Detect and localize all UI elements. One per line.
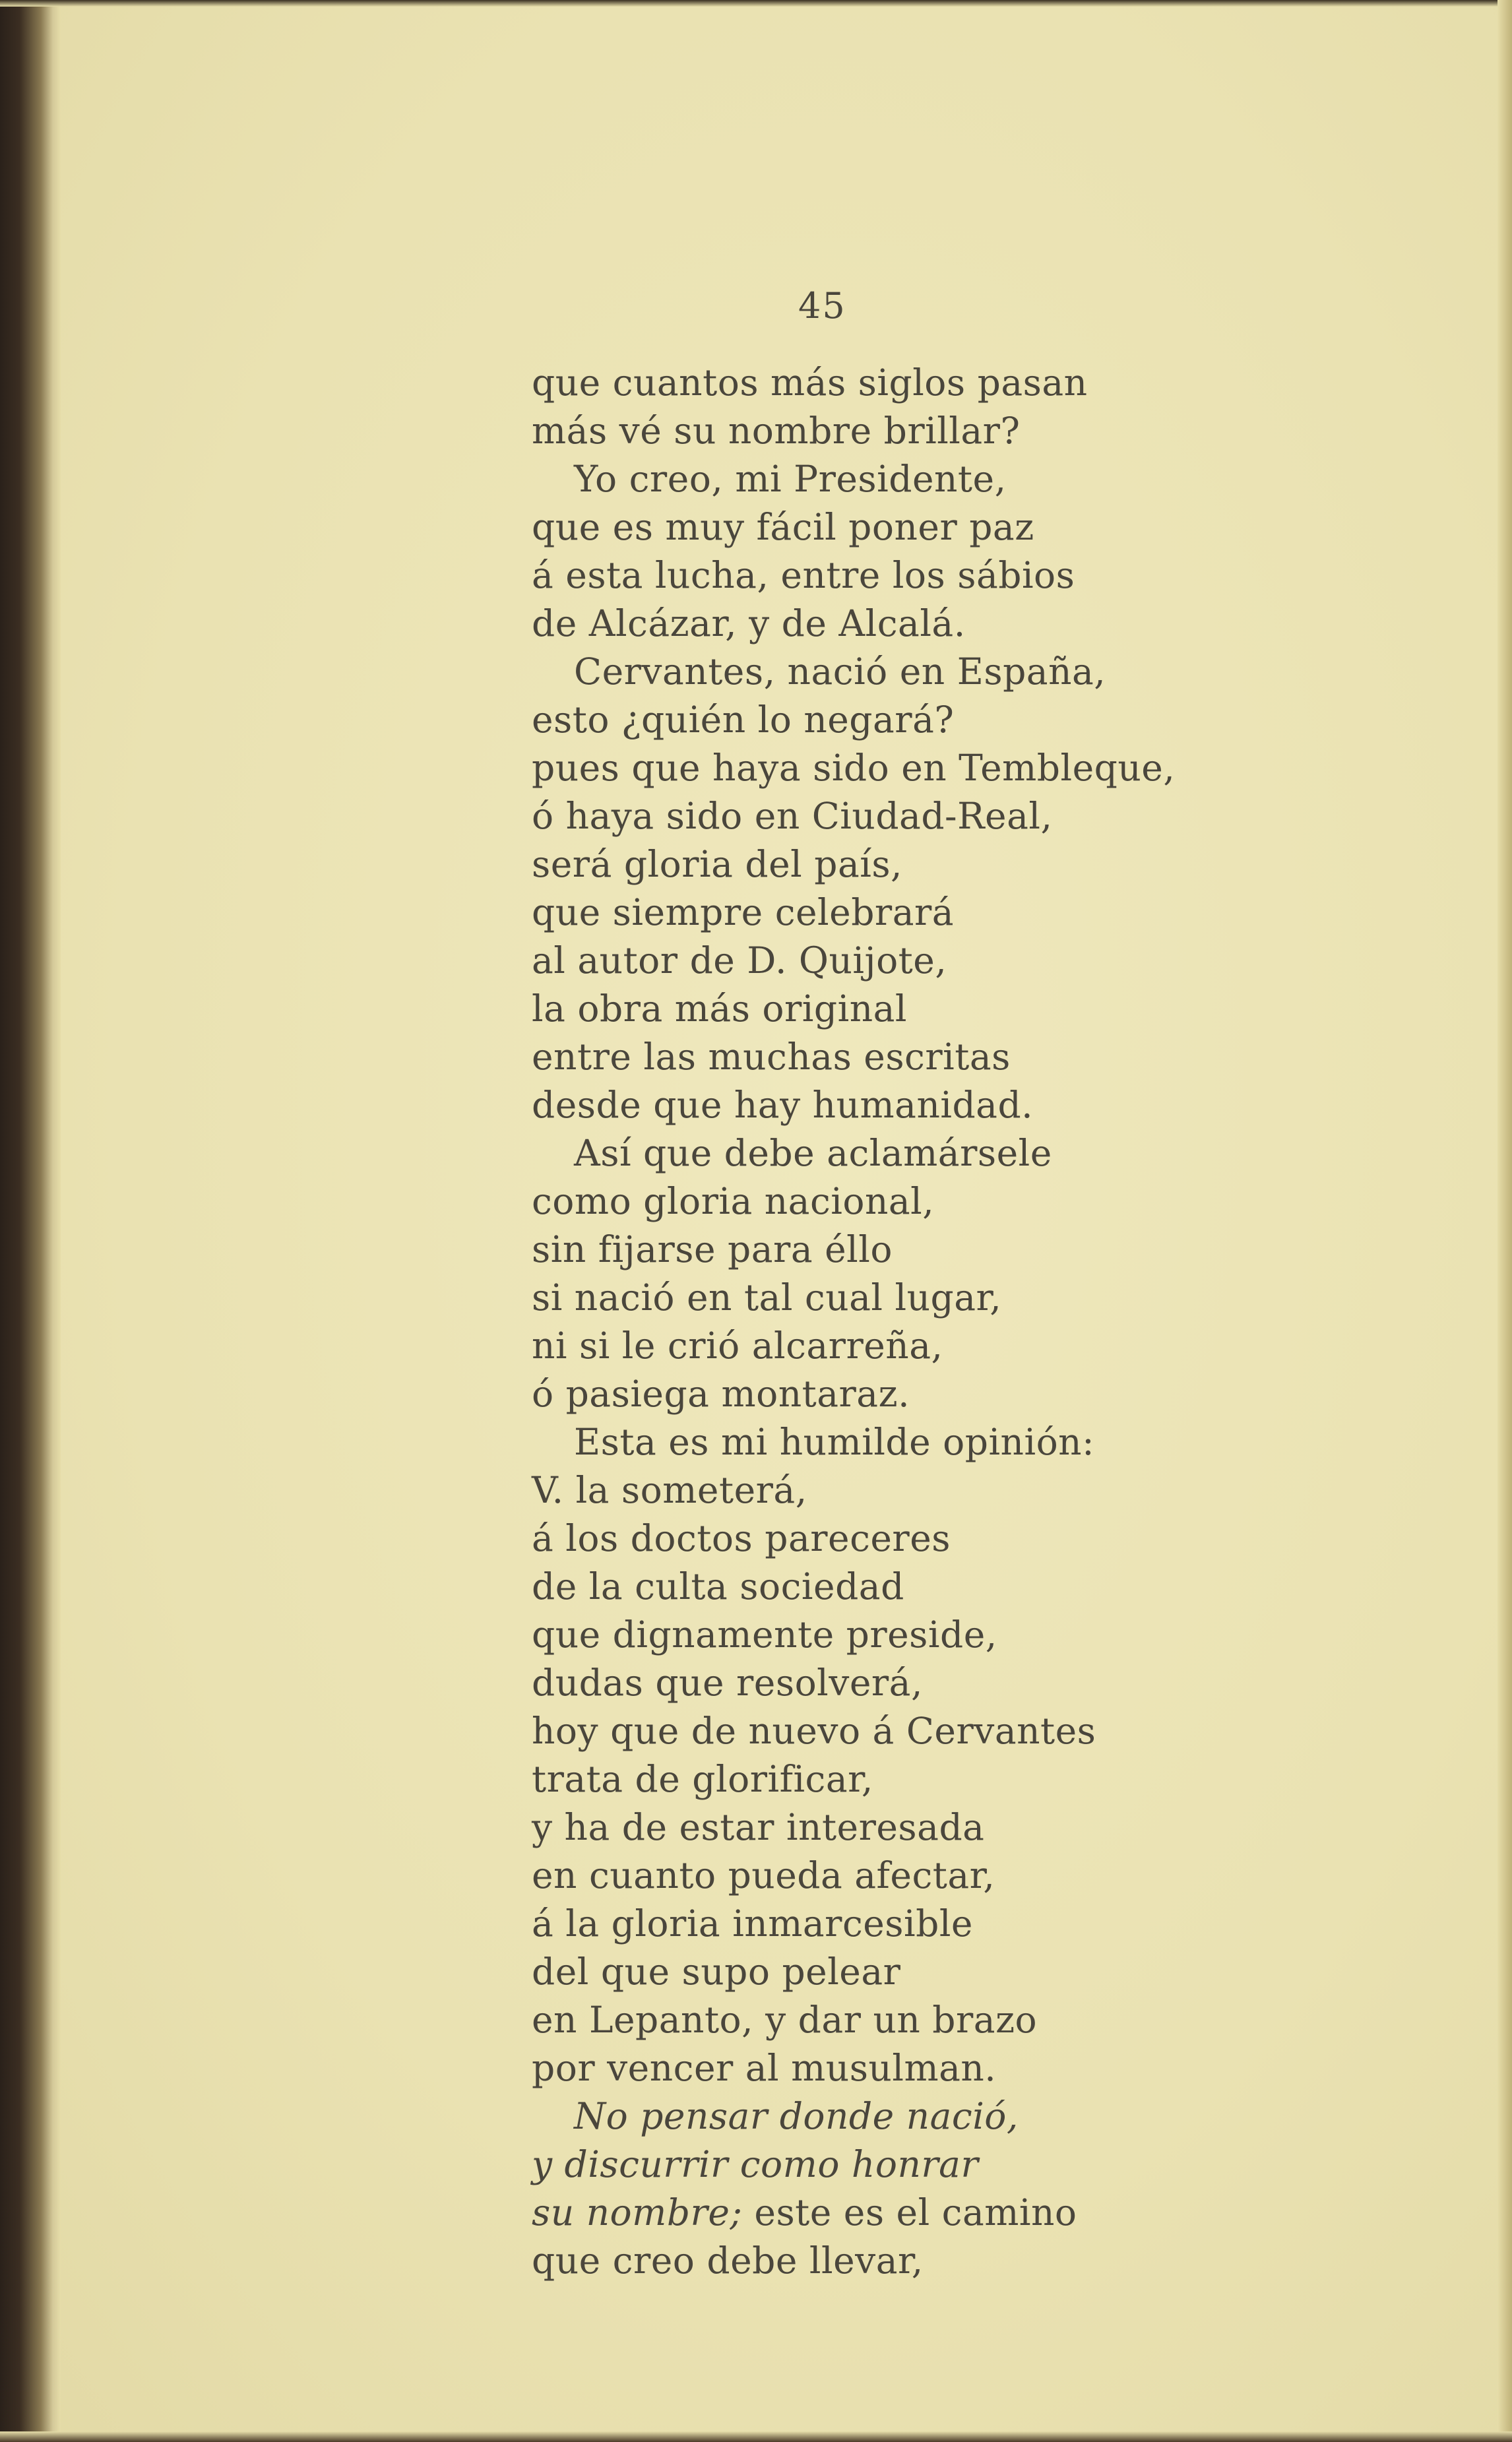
poem-line: pues que haya sido en Tembleque, [532,747,1176,789]
italic-text-segment: No pensar donde nació, [574,2095,1019,2137]
poem-line: que siempre celebrará [532,891,955,933]
poem-closing-line [532,2141,1257,2189]
poem-line: al autor de D. Quijote, [532,939,947,982]
poem-closing-line [532,2189,1257,2237]
poem-line: como gloria nacional, [532,1180,935,1222]
text-segment: que creo debe llevar, [532,2239,924,2282]
poem-line: Cervantes, nació en España, [574,650,1106,693]
poem-line: si nació en tal cual lugar, [532,1276,1002,1319]
poem-line: dudas que resolverá, [532,1662,923,1704]
poem-line: trata de glorificar, [532,1758,873,1800]
poem-text-block [532,359,1257,2285]
poem-line: en Lepanto, y dar un brazo [532,1999,1038,2041]
poem-line: Esta es mi humilde opinión: [574,1421,1095,1463]
page-top-edge [0,0,1512,7]
poem-line: por vencer al musulman. [532,2047,997,2089]
page-right-edge [1497,0,1512,2442]
poem-line: que cuantos más siglos pasan [532,361,1088,404]
page-number: 45 [798,285,846,327]
poem-line: ni si le crió alcarreña, [532,1325,943,1367]
italic-text-segment: su nombre; [532,2191,743,2234]
poem-line: que es muy fácil poner paz [532,506,1034,548]
page-bottom-edge [0,2431,1512,2442]
poem-line: más vé su nombre brillar? [532,410,1021,452]
poem-closing-line [532,2237,1257,2285]
poem-line: Yo creo, mi Presidente, [574,458,1007,500]
poem-line: será gloria del país, [532,843,903,885]
poem-line: de Alcázar, y de Alcalá. [532,602,966,644]
text-segment: este es el camino [742,2191,1077,2234]
poem-line: que dignamente preside, [532,1613,997,1656]
poem-line: en cuanto pueda afectar, [532,1854,995,1896]
poem-line: sin fijarse para éllo [532,1228,893,1270]
book-binding-shadow [0,0,61,2442]
poem-line: á esta lucha, entre los sábios [532,554,1075,596]
poem-line: ó pasiega montaraz. [532,1373,910,1415]
poem-line: y ha de estar interesada [532,1806,985,1848]
poem-closing-line [532,2092,1257,2141]
poem-line: V. la someterá, [532,1469,807,1511]
poem-line: á los doctos pareceres [532,1517,951,1559]
poem-line: esto ¿quién lo negará? [532,699,955,741]
poem-line: á la gloria inmarcesible [532,1902,973,1945]
poem-line: la obra más original [532,987,907,1030]
poem-line: Así que debe aclamársele [574,1132,1052,1174]
poem-line: desde que hay humanidad. [532,1084,1034,1126]
poem-line: del que supo pelear [532,1951,901,1993]
poem-line: entre las muchas escritas [532,1036,1011,1078]
poem-line: ó haya sido en Ciudad-Real, [532,795,1053,837]
poem-line: hoy que de nuevo á Cervantes [532,1710,1096,1752]
poem-line: de la culta sociedad [532,1565,904,1608]
italic-text-segment: y discurrir como honrar [532,2143,979,2185]
